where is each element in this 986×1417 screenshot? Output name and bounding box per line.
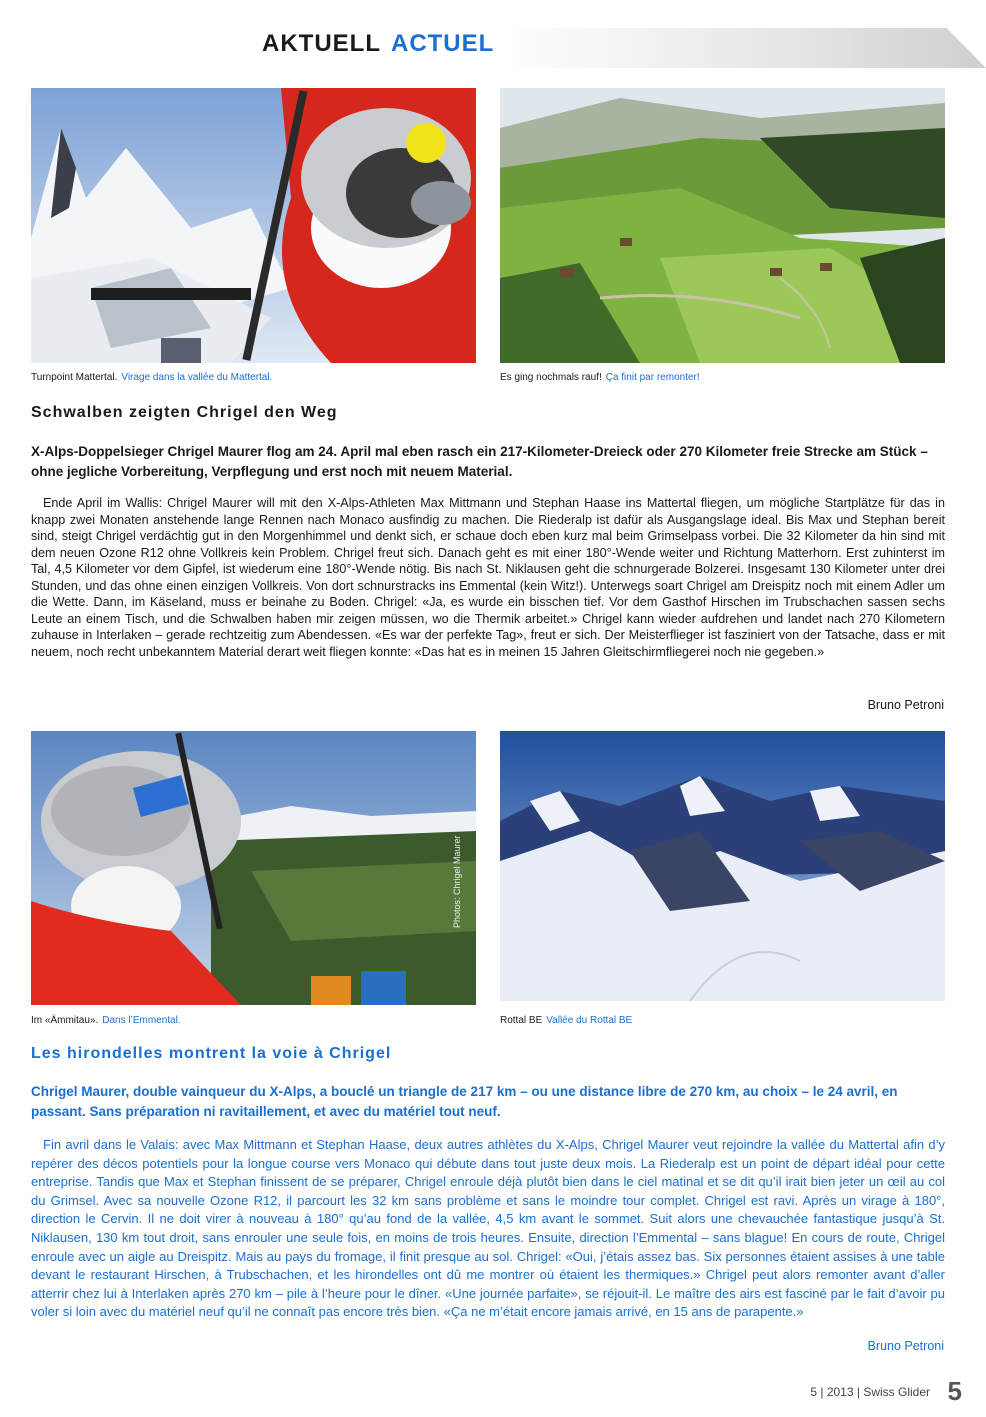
photo-caption <box>500 1015 632 1026</box>
photo-caption <box>31 1015 181 1026</box>
caption-fr: Ça finit par remonter! <box>605 372 700 383</box>
page-number: 5 <box>947 1376 962 1406</box>
article-body-fr: Fin avril dans le Valais: avec Max Mittmann et Stephan Haase, deux autres athlètes du X-Alps, Chrigel Maurer veut rejoindre la vallée du Mattertal afin d’y repérer des décos potentiels pour la longue course vers Monaco qui débute dans tout juste deux mois. La Riederalp est un point de départ idéal pour cette entreprise. Tandis que Max et Stephan finissent de se préparer, Chrigel enroule déjà plutôt bien dans le ciel matinal et se dit qu’il irait bien jeter un œil au col du Grimsel. Avec sa nouvelle Ozone R12, il parcourt les 32 km sans problème et sans le moindre tour complet. Chrigel est ravi. Après un virage à 180°, direction le Cervin. Il ne doit virer à nouveau à 180° qu’au fond de la vallée, 4,5 km avant le sommet. Suit alors une chevauchée fantastique jusqu’à St. Niklausen, 130 km tout droit, sans enrouler une seule fois, en moins de trois heures. Ensuite, direction l’Emmental – sans blague! En cours de route, Chrigel enroule avec un aigle au Dreispitz. Mais au pays du fromage, il finit presque au sol. Chrigel: «Oui, j’étais assez bas. Six personnes étaient assises à une table devant le restaurant Hirschen, à Trubschachen, et les hirondelles ont dû me montrer où étaient les thermiques.» Chrigel peut alors remonter avant d’aller atterrir chez lui à Interlaken après 270 km – pile à l’heure pour le dîner. «Une journée parfaite», se réjouit-il. Le maître des airs est fasciné par le fait d’avoir pu voler si loin avec du matériel neuf qu’il ne connaît pas encore très bien. «Ça ne m’était encore jamais arrivé, en 15 ans de parapente.» <box>31 1137 945 1320</box>
article-heading-fr: Les hirondelles montrent la voie à Chrigel <box>31 1045 392 1062</box>
caption-de: Es ging nochmals rauf! <box>500 372 602 383</box>
article-lead-fr: Chrigel Maurer, double vainqueur du X-Alps, a bouclé un triangle de 217 km – ou une distance libre de 270 km, au choix – le 24 avril, en passant. Sans préparation ni ravitaillement, et avec du matériel tout neuf. <box>31 1084 898 1119</box>
caption-fr: Virage dans la vallée du Mattertal. <box>121 372 273 383</box>
article-heading-de: Schwalben zeigten Chrigel den Weg <box>31 404 338 421</box>
article-lead-de: X-Alps-Doppelsieger Chrigel Maurer flog am 24. April mal eben rasch ein 217-Kilometer-Dreieck oder 270 Kilometer freie Strecke am Stück – ohne jegliche Vorbereitung, Verpflegung und erst noch mit neuem Material. <box>31 444 928 479</box>
caption-fr: Dans l’Emmental. <box>102 1015 181 1026</box>
section-title <box>262 30 494 58</box>
section-title-fr: ACTUEL <box>390 30 495 57</box>
caption-fr: Vallée du Rottal BE <box>546 1015 633 1026</box>
caption-de: Im «Ämmitau». <box>31 1015 99 1026</box>
photo-turnpoint-mattertal <box>31 88 476 363</box>
photo-caption <box>500 372 700 383</box>
photo-caption <box>31 372 272 383</box>
article-author-de: Bruno Petroni <box>867 698 944 712</box>
issue-info: 5 | 2013 | Swiss Glider <box>810 1385 930 1399</box>
article-body-de: Ende April im Wallis: Chrigel Maurer will mit den X-Alps-Athleten Max Mittmann und Stephan Haase ins Mattertal fliegen, um mögliche Startplätze für das in knapp zwei Monaten anstehende lange Rennen nach Monaco ausfindig zu machen. Die Riederalp ist dafür als Ausgangslage ideal. Bis Max und Stephan bereit sind, steigt Chrigel verdächtig gut in den Morgenhimmel und denkt sich, er schaue doch eben kurz mal beim Grimselpass vorbei. Die 32 Kilometer da hin sind mit dem neuen Ozone R12 ohne Vollkreis kein Problem. Chrigel freut sich. Danach geht es mit einer 180°-Wende weiter und Richtung Matterhorn. Erst zuhinterst im Tal, 4,5 Kilometer vor dem Gipfel, ist wiederum eine 180°-Wende nötig. Bis nach St. Niklausen geht die schnurgerade Bolzerei. Insgesamt 130 Kilometer unter drei Stunden, und das ohne einen einzigen Vollkreis. Von dort schnurstracks ins Emmental (kein Witz!). Unterwegs soart Chrigel am Dreispitz noch mit einem Adler um die Wette. Dann, im Käseland, muss er beinahe zu Boden. Chrigel: «Ja, es wurde ein bisschen tief. Vor dem Gasthof Hirschen im Trubschachen sassen sechs Leute an einem Tisch, und die Schwalben haben mir zeigen müssen, wo die Thermik arbeitet.» Chrigel kann wieder aufdrehen und landet nach 270 Kilometern zuhause in Interlaken – gerade rechtzeitig zum Abendessen. «Es war der perfekte Tag», freut er sich. Der Meisterflieger ist fasziniert von der Tatsache, dass er mit neuem, noch recht unbekanntem Material derart weit fliegen konnte: «Das hat es in meinen 15 Jahren Gleitschirmfliegerei noch nie gegeben.» <box>31 496 945 659</box>
photo-credit: Photos: Chrigel Maurer <box>452 835 462 928</box>
photo-green-valley <box>500 88 945 363</box>
caption-de: Rottal BE <box>500 1015 543 1026</box>
photo-rottal <box>500 731 945 1001</box>
article-author-fr: Bruno Petroni <box>867 1339 944 1353</box>
photo-emmental <box>31 731 476 1005</box>
section-title-de: AKTUELL <box>262 30 381 57</box>
caption-de: Turnpoint Mattertal. <box>31 372 118 383</box>
